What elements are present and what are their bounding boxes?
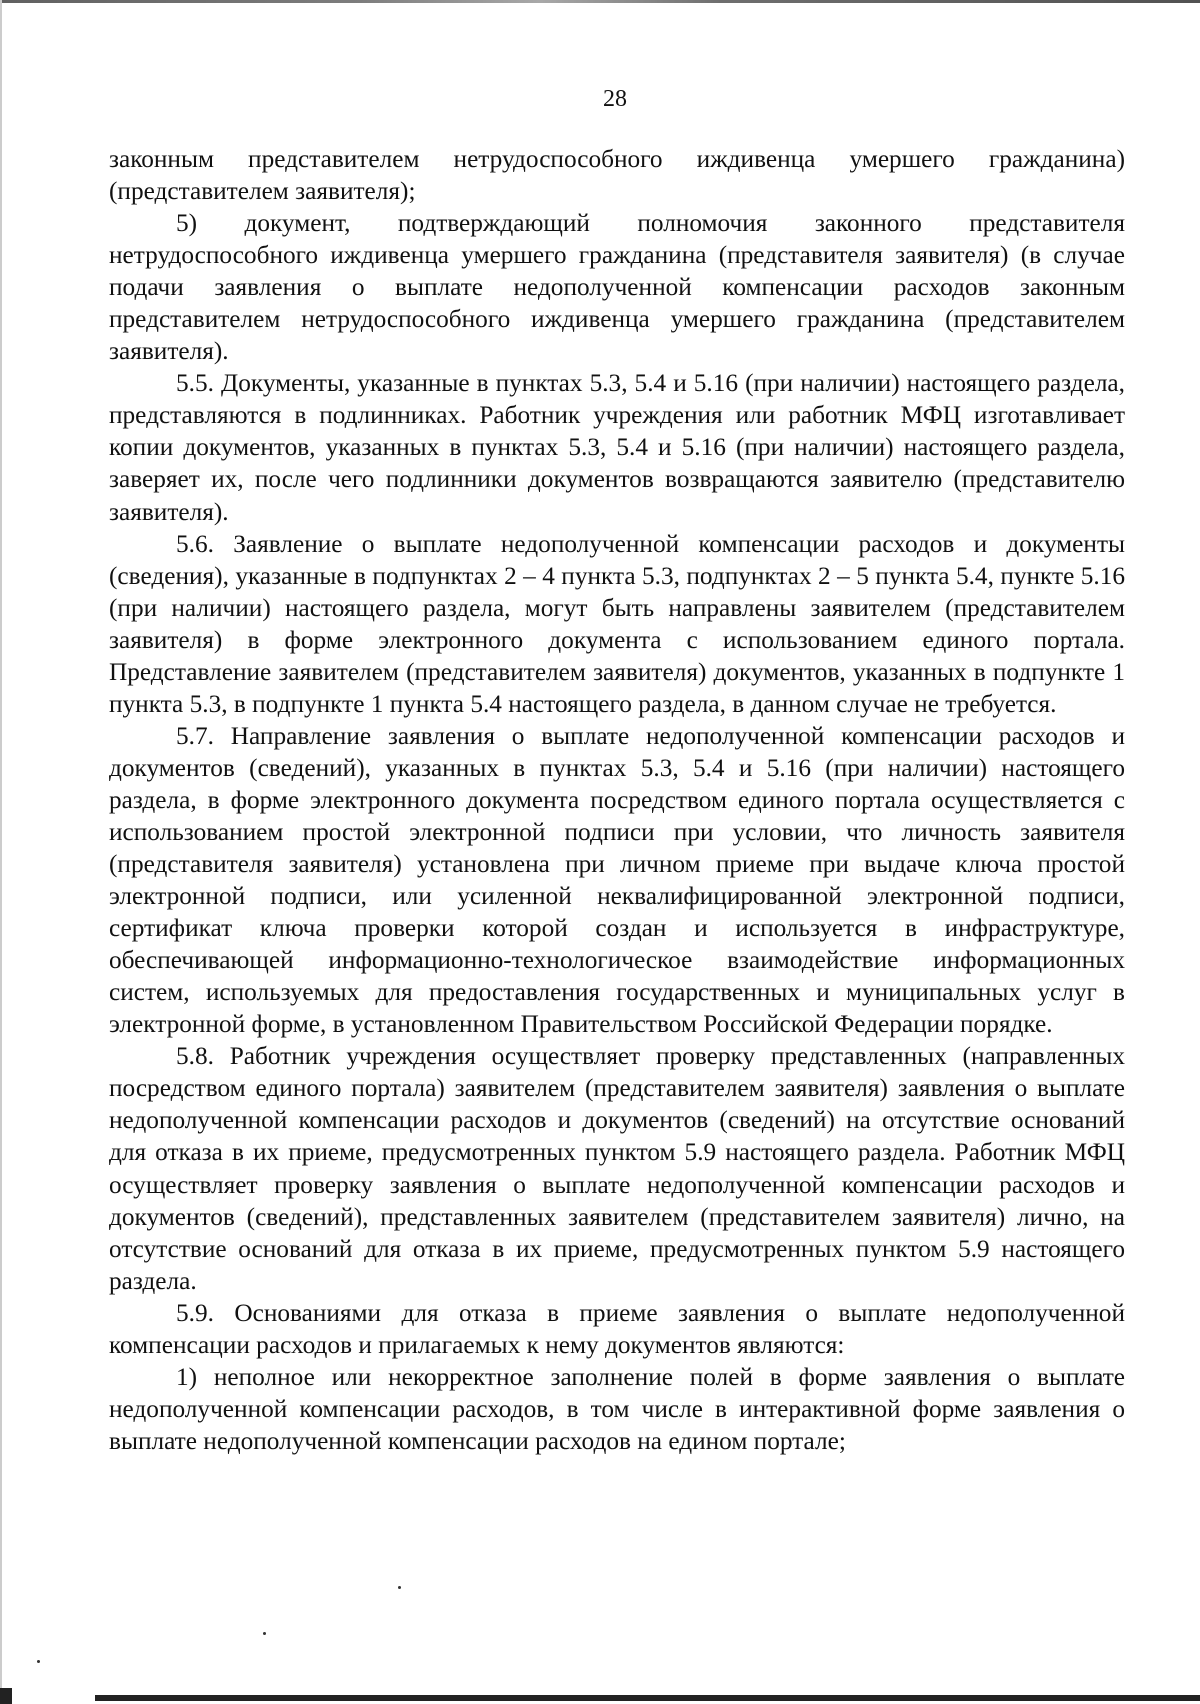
document-body [109,143,1125,1457]
scan-bottom-mark [0,1688,12,1704]
paragraph-5-7: 5.7. Направление заявления о выплате недополученной компенсации расходов и документов (сведений), указанных в пунктах 5.3, 5.4 и 5.16 (при наличии) настоящего раздела, в форме электронного документа посредством единого портала осуществляется с использованием простой электронной подписи при условии, что личность заявителя (представителя заявителя) установлена при личном приеме при выдаче ключа простой электронной подписи, или усиленной неквалифицированной электронной подписи, сертификат ключа проверки которой создан и используется в инфраструктуре, обеспечивающей информационно-технологическое взаимодействие информационных систем, используемых для предоставления государственных и муниципальных услуг в электронной форме, в установленном Правительством Российской Федерации порядке. [109,721,1125,1039]
scan-speck [398,1586,401,1589]
paragraph-5-9: 5.9. Основаниями для отказа в приеме заявления о выплате недополученной компенсации расходов и прилагаемых к нему документов являются: [109,1298,1125,1359]
paragraph-5-6: 5.6. Заявление о выплате недополученной компенсации расходов и документы (сведения), указанные в подпунктах 2 – 4 пункта 5.3, подпунктах 2 – 5 пункта 5.4, пункте 5.16 (при наличии) настоящего раздела, могут быть направлены заявителем (представителем заявителя) в форме электронного документа с использованием единого портала. Представление заявителем (представителем заявителя) документов, указанных в подпункте 1 пункта 5.3, в подпункте 1 пункта 5.4 настоящего раздела, в данном случае не требуется. [109,529,1125,718]
scan-left-edge [0,0,2,1704]
scan-speck [37,1660,40,1663]
paragraph-5-5: 5.5. Документы, указанные в пунктах 5.3, 5.4 и 5.16 (при наличии) настоящего раздела, представляются в подлинниках. Работник учреждения или работник МФЦ изготавливает копии документов, указанных в пунктах 5.3, 5.4 и 5.16 (при наличии) настоящего раздела, заверяет их, после чего подлинники документов возвращаются заявителю (представителю заявителя). [109,369,1125,526]
paragraph-item-5: 5) документ, подтверждающий полномочия законного представителя нетрудоспособного иждивенца умершего гражданина (представителя заявителя) (в случае подачи заявления о выплате недополученной компенсации расходов законным представителем нетрудоспособного иждивенца умершего гражданина (представителем заявителя). [109,209,1125,366]
paragraph-5-8: 5.8. Работник учреждения осуществляет проверку представленных (направленных посредством единого портала) заявителем (представителем заявителя) заявления о выплате недополученной компенсации расходов и документов (сведений) на отсутствие оснований для отказа в их приеме, предусмотренных пунктом 5.9 настоящего раздела. Работник МФЦ осуществляет проверку заявления о выплате недополученной компенсации расходов и документов (сведений), представленных заявителем (представителем заявителя) лично, на отсутствие оснований для отказа в их приеме, предусмотренных пунктом 5.9 настоящего раздела. [109,1042,1125,1295]
paragraph-continuation: законным представителем нетрудоспособного иждивенца умершего гражданина) (представителем заявителя); [109,145,1125,206]
scan-speck [263,1632,266,1635]
page-number: 28 [603,86,627,112]
scan-top-edge [0,0,1200,3]
scan-bottom-edge [95,1695,1200,1701]
paragraph-item-1: 1) неполное или некорректное заполнение полей в форме заявления о выплате недополученной компенсации расходов, в том числе в интерактивной форме заявления о выплате недополученной компенсации расходов на едином портале; [109,1362,1125,1455]
